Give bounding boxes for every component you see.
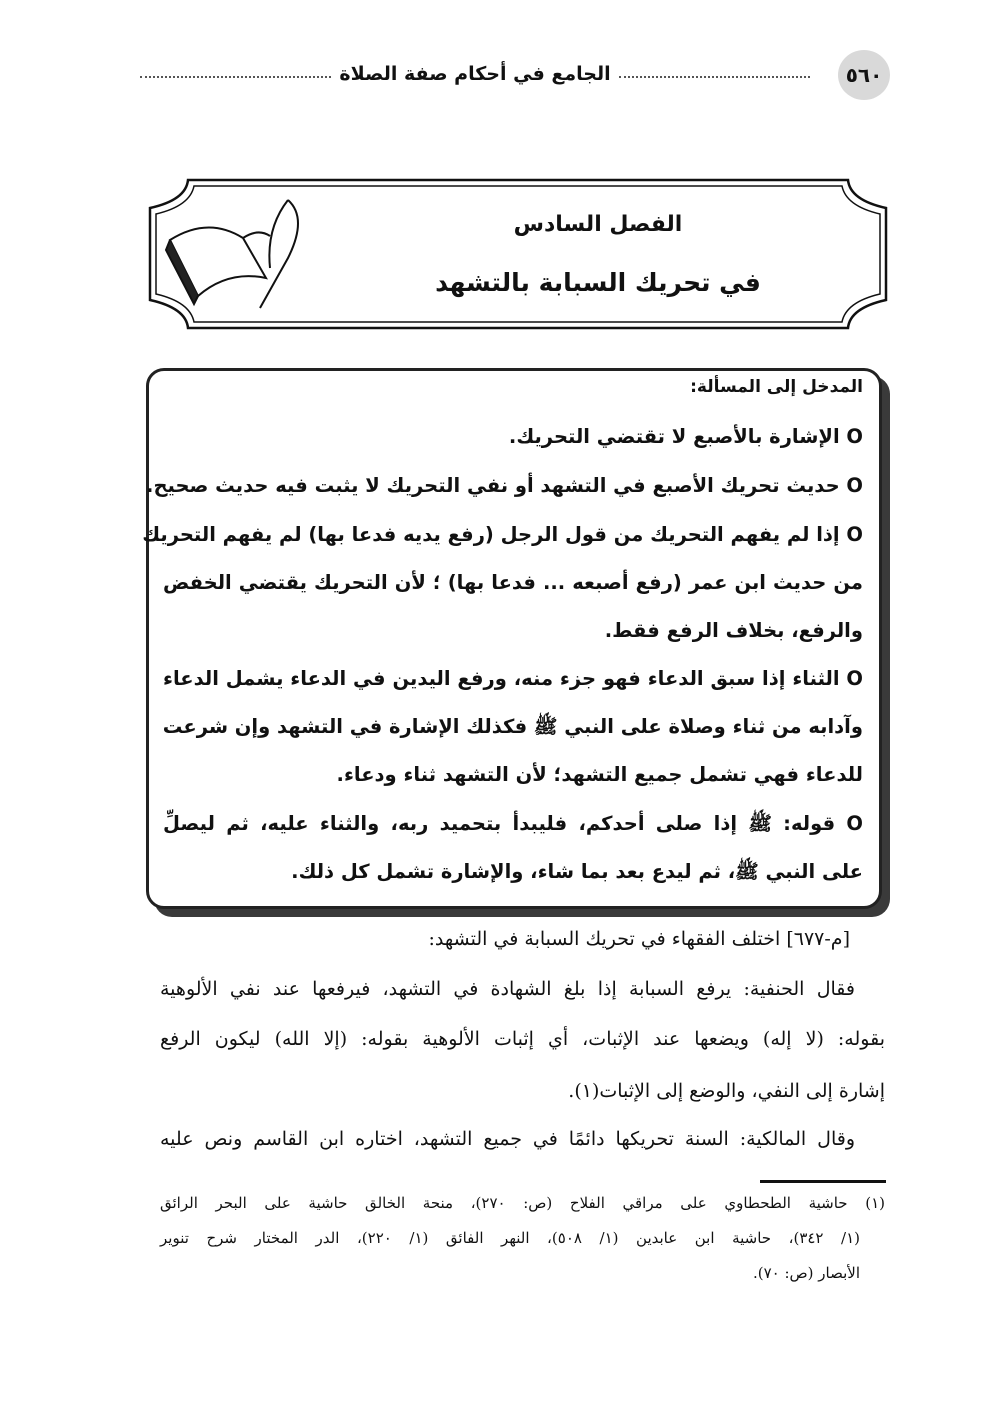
ornamental-frame <box>148 178 888 330</box>
chapter-title: الفصل السادس <box>513 212 683 237</box>
chapter-title-frame <box>148 178 888 330</box>
summary-line: والرفع، بخلاف الرفع فقط. <box>604 619 863 642</box>
page-number: ٥٦٠ <box>838 50 890 100</box>
body-line: بقوله: (لا إله) ويضعها عند الإثبات، أي إثبات الألوهية بقوله: (إلا الله) ليكون الرفع <box>160 1028 885 1050</box>
summary-line: O قوله: ﷺ إذا صلى أحدكم، فليبدأ بتحميد ربه، والثناء عليه، ثم ليصلِّ <box>163 812 863 835</box>
body-line: فقال الحنفية: يرفع السبابة إذا بلغ الشهادة في التشهد، فيرفعها عند نفي الألوهية <box>160 978 855 1000</box>
summary-box <box>142 368 882 909</box>
chapter-subtitle: في تحريك السبابة بالتشهد <box>435 268 761 297</box>
summary-line: O الإشارة بالأصبع لا تقتضي التحريك. <box>508 425 863 448</box>
footnote-line: (١) حاشية الطحطاوي على مراقي الفلاح (ص: ٢٧٠)، منحة الخالق حاشية على البحر الرائق <box>160 1194 885 1212</box>
body-line: [م-٦٧٧] اختلف الفقهاء في تحريك السبابة في التشهد: <box>428 928 850 950</box>
book-and-quill-icon <box>166 200 298 308</box>
summary-line: من حديث ابن عمر (رفع أصبعه ... فدعا بها) ؛ لأن التحريك يقتضي الخفض <box>163 571 863 594</box>
summary-line: O حديث تحريك الأصبع في التشهد أو نفي التحريك لا يثبت فيه حديث صحيح. <box>146 474 863 497</box>
running-title-row <box>140 56 810 92</box>
body-line: وقال المالكية: السنة تحريكها دائمًا في جميع التشهد، اختاره ابن القاسم ونص عليه <box>160 1128 855 1150</box>
summary-line: للدعاء فهي تشمل جميع التشهد؛ لأن التشهد ثناء ودعاء. <box>336 763 863 786</box>
summary-line: O إذا لم يفهم التحريك من قول الرجل (رفع يديه فدعا بها) لم يفهم التحريك <box>142 523 863 546</box>
footnote-line: الأبصار (ص: ٧٠). <box>752 1264 860 1282</box>
running-header <box>140 56 900 92</box>
leader-dots <box>619 76 810 78</box>
summary-heading: المدخل إلى المسألة: <box>690 377 863 397</box>
leader-dots <box>140 76 331 78</box>
footnote-separator <box>760 1180 886 1183</box>
running-title: الجامع في أحكام صفة الصلاة <box>339 63 611 85</box>
footnote-line: (١/ ٣٤٢)، حاشية ابن عابدين (١/ ٥٠٨)، النهر الفائق (١/ ٢٢٠)، الدر المختار شرح تنوير <box>160 1229 861 1247</box>
body-line: إشارة إلى النفي، والوضع إلى الإثبات(١). <box>568 1080 885 1102</box>
summary-line: على النبي ﷺ، ثم ليدع بعد بما شاء، والإشارة تشمل كل ذلك. <box>291 860 863 883</box>
summary-line: O الثناء إذا سبق الدعاء فهو جزء منه، ورفع اليدين في الدعاء يشمل الدعاء <box>163 667 863 690</box>
summary-line: وآدابه من ثناء وصلاة على النبي ﷺ فكذلك الإشارة في التشهد وإن شرعت <box>162 715 863 738</box>
